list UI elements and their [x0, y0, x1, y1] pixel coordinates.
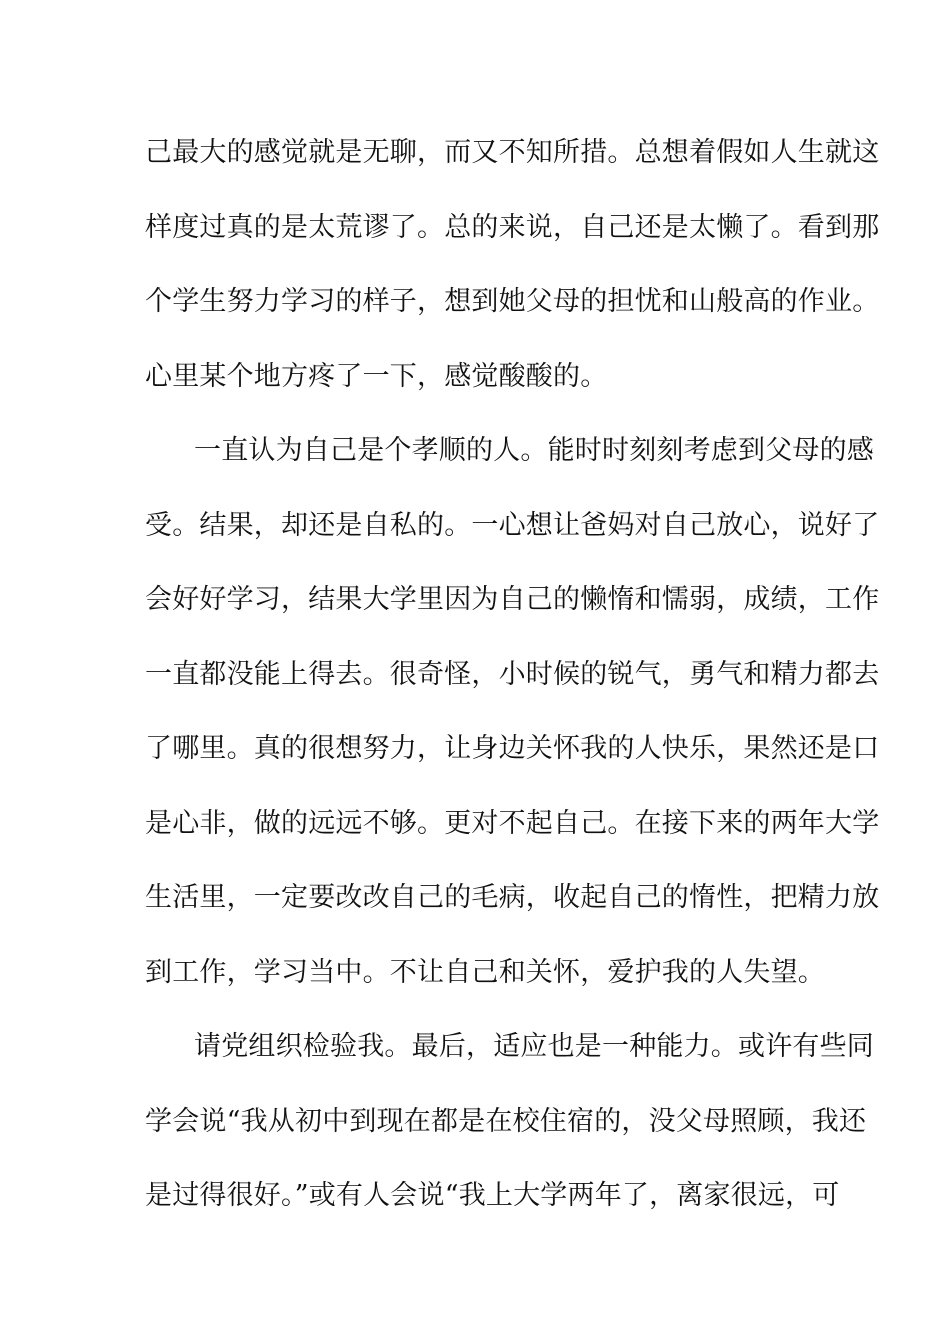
text-line: 心里某个地方疼了一下，感觉酸酸的。	[145, 360, 608, 392]
text-line: 学会说“我从初中到现在都是在校住宿的，没父母照顾，我还	[145, 1105, 867, 1137]
text-line: 受。结果，却还是自私的。一心想让爸妈对自己放心，说好了	[145, 509, 880, 541]
text-line: 会好好学习，结果大学里因为自己的懒惰和懦弱，成绩，工作	[145, 584, 880, 615]
text-line: 样度过真的是太荒谬了。总的来说，自己还是太懒了。看到那	[145, 211, 880, 243]
paragraph-start-line: 请党组织检验我。最后，适应也是一种能力。或许有些同	[194, 1031, 874, 1062]
text-line: 是过得很好。”或有人会说“我上大学两年了，离家很远，可	[145, 1180, 840, 1211]
text-line: 到工作，学习当中。不让自己和关怀，爱护我的人失望。	[145, 956, 825, 988]
text-line: 个学生努力学习的样子，想到她父母的担忧和山般高的作业。	[145, 286, 880, 317]
paragraph-start-line: 一直认为自己是个孝顺的人。能时时刻刻考虑到父母的感	[194, 435, 874, 466]
text-line: 生活里，一定要改改自己的毛病，收起自己的惰性，把精力放	[145, 882, 880, 913]
text-line: 了哪里。真的很想努力，让身边关怀我的人快乐，果然还是口	[145, 733, 880, 764]
document-body	[145, 128, 880, 1246]
text-line: 是心非，做的远远不够。更对不起自己。在接下来的两年大学	[145, 807, 880, 839]
text-line: 一直都没能上得去。很奇怪，小时候的锐气，勇气和精力都去	[145, 658, 880, 690]
text-line: 己最大的感觉就是无聊，而又不知所措。总想着假如人生就这	[145, 137, 880, 168]
